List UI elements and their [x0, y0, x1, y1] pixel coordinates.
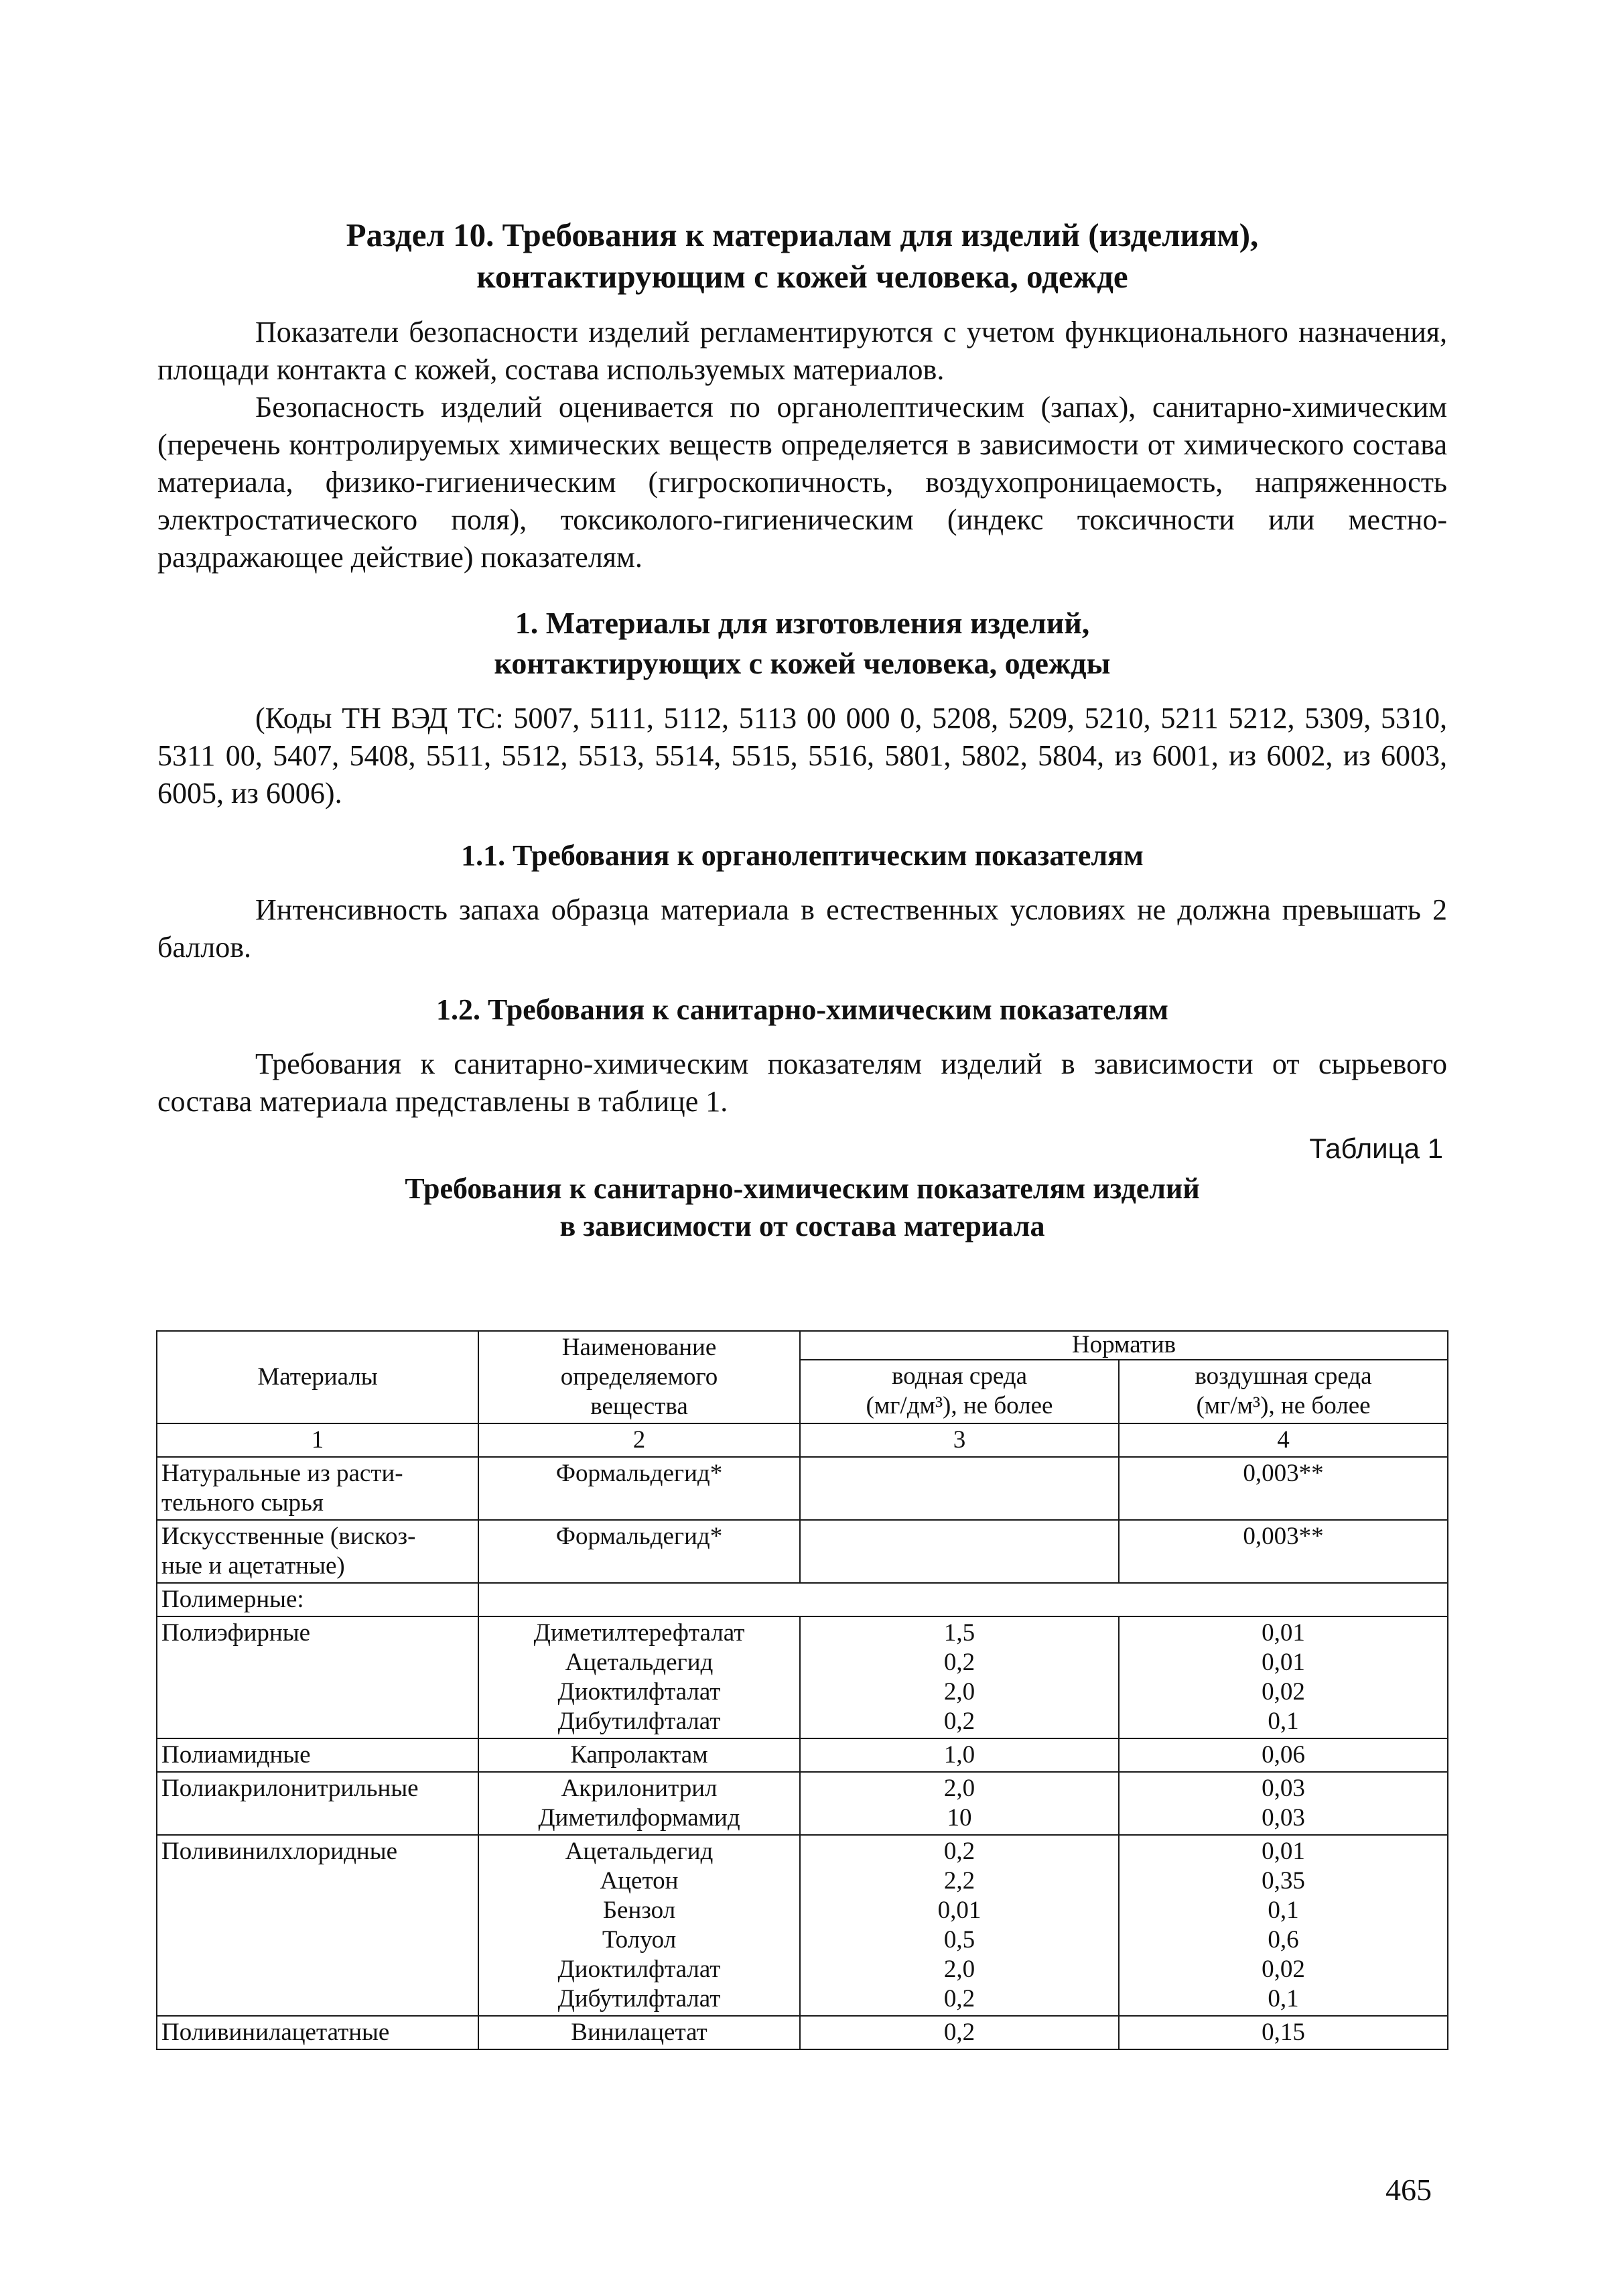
air-line: 0,03 [1262, 1775, 1305, 1802]
table-title-line: в зависимости от состава материала [559, 1210, 1045, 1242]
air-cell [1119, 1520, 1448, 1583]
table-row [157, 1738, 1448, 1772]
intro-paragraph: Показатели безопасности изделий регламентируются с учетом функционального назначения, площади контакта с кожей, состава используемых материалов. [157, 316, 1447, 386]
material-line: Полимерные: [161, 1586, 304, 1613]
subsection-title-line: контактирующих с кожей человека, одежды [494, 646, 1111, 680]
table-header-row [157, 1331, 1448, 1360]
material-line: Поливинилхлоридные [161, 1838, 398, 1865]
water-line: 0,2 [943, 1708, 975, 1735]
material-cell [157, 1738, 478, 1772]
substances-line: Винилацетат [571, 2019, 707, 2046]
material-line: Полиакрилонитрильные [161, 1775, 419, 1802]
table-body [157, 1457, 1448, 2049]
water-line: 2,0 [943, 1775, 975, 1802]
water-line: 0,2 [943, 2019, 975, 2046]
section-title-line: контактирующим с кожей человека, одежде [476, 258, 1128, 295]
water-line: 0,2 [943, 1649, 975, 1676]
water-cell [800, 2016, 1119, 2049]
page-number: 465 [1386, 2173, 1432, 2207]
material-cell [157, 1616, 478, 1738]
air-line: 0,01 [1262, 1619, 1305, 1647]
substance-header-line: определяемого [560, 1363, 718, 1391]
materials-header: Материалы [157, 1331, 478, 1423]
air-cell [1119, 1457, 1448, 1520]
water-line: 2,2 [943, 1867, 975, 1895]
water-cell [800, 1835, 1119, 2016]
water-cell [800, 1772, 1119, 1835]
air-cell [1119, 1738, 1448, 1772]
air-line: 0,15 [1262, 2019, 1305, 2046]
material-line: ные и ацетатные) [161, 1552, 345, 1580]
table-row [157, 1616, 1448, 1738]
water-cell [800, 1616, 1119, 1738]
substances-line: Ацетон [600, 1867, 679, 1895]
air-line: 0,6 [1268, 1926, 1299, 1954]
section-title [157, 214, 1447, 298]
column-number-row [157, 1423, 1448, 1457]
air-line: 0,1 [1268, 1708, 1299, 1735]
organoleptic-text: Интенсивность запаха образца материала в естественных условиях не должна превышать 2 баллов. [157, 893, 1447, 964]
air-header [1119, 1360, 1448, 1423]
substances-line: Дибутилфталат [557, 1985, 721, 2013]
table-row [157, 1457, 1448, 1520]
column-number: 3 [800, 1423, 1119, 1457]
air-line: 0,01 [1262, 1649, 1305, 1676]
air-header-line: воздушная среда [1195, 1362, 1372, 1391]
norm-header: Норматив [800, 1331, 1448, 1360]
table-row [157, 2016, 1448, 2049]
material-cell [157, 1457, 478, 1520]
column-number: 1 [157, 1423, 478, 1457]
water-header [800, 1360, 1119, 1423]
substances-line: Ацетальдегид [565, 1649, 714, 1676]
water-cell [800, 1457, 1119, 1520]
substances-line: Дибутилфталат [557, 1708, 721, 1735]
air-header-line: (мг/м³), не более [1196, 1392, 1371, 1420]
material-cell [157, 1583, 478, 1616]
air-line: 0,35 [1262, 1867, 1305, 1895]
substances-line: Бензол [602, 1897, 676, 1924]
material-line: Поливинилацетатные [161, 2019, 390, 2046]
table-row [157, 1583, 1448, 1616]
substances-line: Толуол [602, 1926, 677, 1954]
material-line: Полиэфирные [161, 1619, 311, 1647]
substances-cell [478, 1457, 800, 1520]
substances-line: Акрилонитрил [561, 1775, 718, 1802]
subsection-title-line: 1. Материалы для изготовления изделий, [515, 606, 1090, 640]
subsection-title [157, 603, 1447, 684]
water-line: 10 [947, 1804, 972, 1832]
air-cell [1119, 1616, 1448, 1738]
air-cell [1119, 1835, 1448, 2016]
requirements-table [156, 1330, 1448, 2050]
air-line: 0,003** [1243, 1460, 1324, 1487]
material-line: тельного сырья [161, 1489, 324, 1517]
table-row [157, 1772, 1448, 1835]
water-header-line: (мг/дм³), не более [866, 1392, 1053, 1420]
air-line: 0,06 [1262, 1741, 1305, 1769]
substance-header-line: вещества [590, 1393, 688, 1420]
page-content [157, 214, 1447, 1245]
water-header-line: водная среда [891, 1362, 1028, 1391]
material-cell [157, 2016, 478, 2049]
column-number: 4 [1119, 1423, 1448, 1457]
intro-paragraph: Безопасность изделий оценивается по органолептическим (запах), санитарно-химическим (перечень контролируемых химических веществ определяется в зависимости от химического состава материала, физико-гигиеническим (гигроскопичность, воздухопроницаемость, напряженность электростатического поля), токсиколого-гигиеническим (индекс токсичности или местно-раздражающее действие) показателям. [157, 391, 1447, 574]
table-title-line: Требования к санитарно-химическим показателям изделий [405, 1172, 1200, 1205]
sanitary-chemical-text: Требования к санитарно-химическим показателям изделий в зависимости от сырьевого состава материала представлены в таблице 1. [157, 1047, 1447, 1118]
water-line: 2,0 [943, 1956, 975, 1983]
substances-cell [478, 1738, 800, 1772]
substances-line: Формальдегид* [555, 1460, 723, 1487]
air-line: 0,03 [1262, 1804, 1305, 1832]
substances-line: Формальдегид* [555, 1523, 723, 1550]
material-line: Полиамидные [161, 1741, 311, 1769]
air-line: 0,02 [1262, 1678, 1305, 1706]
water-line: 0,2 [943, 1838, 975, 1865]
water-line: 1,5 [943, 1619, 975, 1647]
water-cell [800, 1520, 1119, 1583]
section-title-line: Раздел 10. Требования к материалам для изделий (изделиям), [346, 216, 1259, 253]
material-cell [157, 1520, 478, 1583]
substance-header-line: Наименование [561, 1334, 717, 1361]
water-line: 0,2 [943, 1985, 975, 2013]
material-line: Натуральные из расти- [161, 1460, 403, 1487]
table-title [157, 1170, 1447, 1245]
material-cell [157, 1835, 478, 2016]
substances-line: Диметилтерефталат [533, 1619, 745, 1647]
air-line: 0,1 [1268, 1985, 1299, 2013]
substances-line: Диметилформамид [538, 1804, 740, 1832]
water-line: 0,5 [943, 1926, 975, 1954]
material-line: Искусственные (вискоз- [161, 1523, 416, 1550]
substances-cell [478, 2016, 800, 2049]
water-line: 1,0 [943, 1741, 975, 1769]
substances-cell [478, 1835, 800, 2016]
substances-line: Капролактам [570, 1741, 708, 1769]
air-line: 0,1 [1268, 1897, 1299, 1924]
substances-line: Диоктилфталат [557, 1956, 721, 1983]
substances-cell [478, 1616, 800, 1738]
material-cell [157, 1772, 478, 1835]
empty-cell [478, 1583, 1448, 1616]
codes-paragraph: (Коды ТН ВЭД ТС: 5007, 5111, 5112, 5113 00 000 0, 5208, 5209, 5210, 5211 5212, 5309, 5310, 5311 00, 5407, 5408, 5511, 5512, 5513, 5514, 5515, 5516, 5801, 5802, 5804, из 6001, из 6002, из 6003, 6005, из 6006). [157, 702, 1447, 810]
organoleptic-title: 1.1. Требования к органолептическим показателям [461, 839, 1144, 872]
air-cell [1119, 2016, 1448, 2049]
substances-cell [478, 1520, 800, 1583]
air-line: 0,02 [1262, 1956, 1305, 1983]
air-line: 0,01 [1262, 1838, 1305, 1865]
substances-cell [478, 1772, 800, 1835]
water-cell [800, 1738, 1119, 1772]
substance-header [478, 1331, 800, 1423]
water-line: 0,01 [937, 1897, 982, 1924]
air-cell [1119, 1772, 1448, 1835]
column-number: 2 [478, 1423, 800, 1457]
table-label: Таблица 1 [1309, 1133, 1443, 1164]
air-line: 0,003** [1243, 1523, 1324, 1550]
water-line: 2,0 [943, 1678, 975, 1706]
table-row [157, 1520, 1448, 1583]
sanitary-chemical-title: 1.2. Требования к санитарно-химическим показателям [436, 993, 1168, 1026]
substances-line: Диоктилфталат [557, 1678, 721, 1706]
table-row [157, 1835, 1448, 2016]
substances-line: Ацетальдегид [565, 1838, 714, 1865]
